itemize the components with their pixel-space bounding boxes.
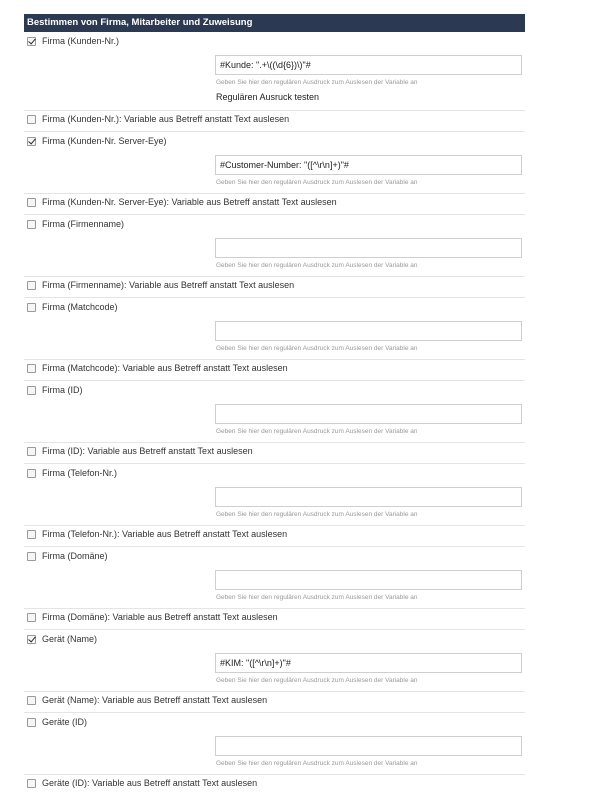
checkbox[interactable] [27, 115, 36, 124]
setting-row-subject-option [24, 525, 525, 546]
setting-row-input [24, 297, 525, 359]
setting-label: Firma (Firmenname) [42, 219, 125, 229]
regex-input[interactable]: #Customer-Number: "([^\r\n]+)"# [215, 155, 522, 175]
regex-hint: Geben Sie hier den regulären Ausdruck zum Auslesen der Variable an [216, 760, 418, 767]
checkbox[interactable] [27, 386, 36, 395]
checkbox[interactable] [27, 198, 36, 207]
checkbox[interactable] [27, 613, 36, 622]
setting-row-input [24, 32, 525, 110]
regex-hint: Geben Sie hier den regulären Ausdruck zum Auslesen der Variable an [216, 428, 418, 435]
settings-rows [24, 32, 525, 795]
setting-label: Firma (Domäne) [42, 551, 108, 561]
regex-input[interactable]: #KIM: "([^\r\n]+)"# [215, 653, 522, 673]
setting-row-input [24, 463, 525, 525]
setting-row-input [24, 214, 525, 276]
section-header: Bestimmen von Firma, Mitarbeiter und Zuweisung [24, 14, 525, 32]
checkbox[interactable] [27, 469, 36, 478]
setting-label: Firma (Kunden-Nr. Server-Eye): Variable aus Betreff anstatt Text auslesen [42, 197, 337, 207]
regex-hint: Geben Sie hier den regulären Ausdruck zum Auslesen der Variable an [216, 262, 418, 269]
setting-row-subject-option [24, 442, 525, 463]
checkbox[interactable] [27, 37, 36, 46]
checkbox[interactable] [27, 447, 36, 456]
checkbox[interactable] [27, 303, 36, 312]
setting-row-subject-option [24, 608, 525, 629]
setting-row-subject-option [24, 276, 525, 297]
regex-hint: Geben Sie hier den regulären Ausdruck zum Auslesen der Variable an [216, 594, 418, 601]
checkbox[interactable] [27, 696, 36, 705]
setting-row-input [24, 712, 525, 774]
setting-label: Firma (Telefon-Nr.): Variable aus Betreff anstatt Text auslesen [42, 529, 288, 539]
setting-row-input [24, 629, 525, 691]
test-regex-link[interactable]: Regulären Ausruck testen [216, 92, 320, 102]
setting-label: Firma (Matchcode) [42, 302, 118, 312]
checkbox[interactable] [27, 718, 36, 727]
setting-label: Geräte (ID) [42, 717, 88, 727]
checkbox[interactable] [27, 220, 36, 229]
regex-input[interactable] [215, 570, 522, 590]
setting-row-subject-option [24, 774, 525, 795]
checkbox[interactable] [27, 779, 36, 788]
setting-label: Firma (Kunden-Nr. Server-Eye) [42, 136, 167, 146]
regex-input[interactable] [215, 321, 522, 341]
checkbox[interactable] [27, 552, 36, 561]
setting-row-input [24, 131, 525, 193]
setting-label: Firma (Domäne): Variable aus Betreff anstatt Text auslesen [42, 612, 278, 622]
setting-row-subject-option [24, 359, 525, 380]
regex-hint: Geben Sie hier den regulären Ausdruck zum Auslesen der Variable an [216, 179, 418, 186]
regex-hint: Geben Sie hier den regulären Ausdruck zum Auslesen der Variable an [216, 79, 418, 86]
setting-row-subject-option [24, 193, 525, 214]
checkbox[interactable] [27, 137, 36, 146]
setting-label: Firma (ID): Variable aus Betreff anstatt Text auslesen [42, 446, 253, 456]
setting-label: Firma (Matchcode): Variable aus Betreff anstatt Text auslesen [42, 363, 288, 373]
setting-row-input [24, 546, 525, 608]
setting-label: Geräte (ID): Variable aus Betreff anstatt Text auslesen [42, 778, 258, 788]
regex-hint: Geben Sie hier den regulären Ausdruck zum Auslesen der Variable an [216, 677, 418, 684]
setting-label: Firma (Telefon-Nr.) [42, 468, 118, 478]
setting-label: Firma (Kunden-Nr.) [42, 36, 120, 46]
regex-hint: Geben Sie hier den regulären Ausdruck zum Auslesen der Variable an [216, 511, 418, 518]
setting-label: Gerät (Name): Variable aus Betreff anstatt Text auslesen [42, 695, 268, 705]
setting-label: Gerät (Name) [42, 634, 98, 644]
checkbox[interactable] [27, 530, 36, 539]
regex-input[interactable] [215, 238, 522, 258]
checkbox[interactable] [27, 281, 36, 290]
checkbox[interactable] [27, 364, 36, 373]
setting-row-input [24, 380, 525, 442]
setting-label: Firma (ID) [42, 385, 83, 395]
setting-label: Firma (Kunden-Nr.): Variable aus Betreff anstatt Text auslesen [42, 114, 290, 124]
regex-input[interactable] [215, 487, 522, 507]
regex-input[interactable]: #Kunde: ".+\((\d{6})\)"# [215, 55, 522, 75]
regex-input[interactable] [215, 404, 522, 424]
setting-row-subject-option [24, 691, 525, 712]
regex-hint: Geben Sie hier den regulären Ausdruck zum Auslesen der Variable an [216, 345, 418, 352]
variable-settings-panel [24, 14, 525, 795]
checkbox[interactable] [27, 635, 36, 644]
setting-row-subject-option [24, 110, 525, 131]
setting-label: Firma (Firmenname): Variable aus Betreff anstatt Text auslesen [42, 280, 295, 290]
regex-input[interactable] [215, 736, 522, 756]
